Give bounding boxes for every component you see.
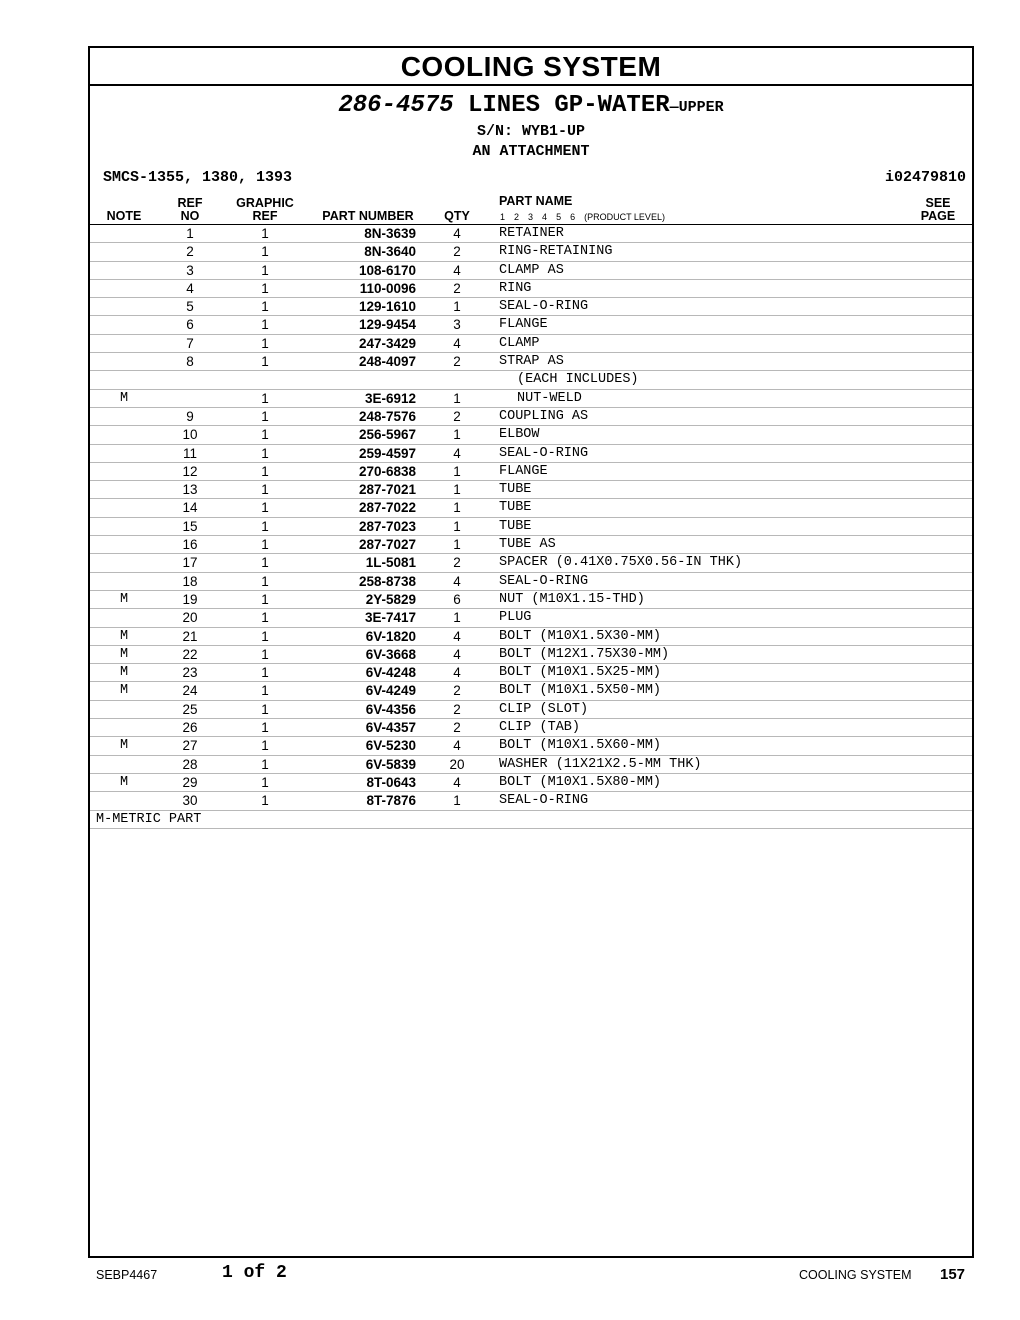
graphic-ref-cell: 1 <box>261 408 269 424</box>
qty-cell: 4 <box>453 646 461 662</box>
qty-cell: 3 <box>453 317 461 333</box>
note-cell: M <box>120 774 129 790</box>
part-name-cell: PLUG <box>499 610 532 626</box>
part-name-cell: STRAP AS <box>499 354 564 370</box>
ref-number-cell: 16 <box>182 537 198 553</box>
graphic-ref-cell: 1 <box>261 390 269 406</box>
qty-cell: 1 <box>453 537 461 553</box>
qty-cell: 6 <box>453 591 461 607</box>
graphic-ref-cell: 1 <box>261 537 269 553</box>
qty-cell: 2 <box>453 555 461 571</box>
qty-cell: 1 <box>453 299 461 315</box>
ref-number-cell: 28 <box>182 756 198 772</box>
group-suffix: —UPPER <box>669 99 724 116</box>
part-name-cell: TUBE <box>499 518 532 534</box>
table-row <box>90 426 972 444</box>
qty-cell: 1 <box>453 793 461 809</box>
note-cell: M <box>120 591 129 607</box>
graphic-ref-cell: 1 <box>261 756 269 772</box>
part-name-cell: BOLT (M10X1.5X60-MM) <box>499 738 662 754</box>
part-name-cell: SEAL-O-RING <box>499 299 589 315</box>
part-number-cell: 247-3429 <box>358 335 416 351</box>
part-number-cell: 6V-1820 <box>365 628 416 644</box>
level-2: 2 <box>514 212 520 222</box>
table-row <box>90 628 972 646</box>
qty-cell: 4 <box>453 738 461 754</box>
attachment-label: AN ATTACHMENT <box>472 143 590 160</box>
graphic-ref-cell: 1 <box>261 445 269 461</box>
qty-cell: 1 <box>453 463 461 479</box>
table-row <box>90 445 972 463</box>
ref-number-cell: 4 <box>186 280 194 296</box>
ref-number-cell: 27 <box>182 738 198 754</box>
graphic-ref-cell: 1 <box>261 573 269 589</box>
graphic-ref-cell: 1 <box>261 555 269 571</box>
table-row <box>90 335 972 353</box>
qty-cell: 1 <box>453 390 461 406</box>
graphic-ref-cell: 1 <box>261 720 269 736</box>
ref-number-cell: 5 <box>186 299 194 315</box>
column-header-part-name: PART NAME <box>499 194 573 208</box>
column-header-graphic-bottom: REF <box>252 209 278 223</box>
column-header-ref-top: REF <box>177 196 203 210</box>
table-row <box>90 609 972 627</box>
table-row <box>90 225 972 243</box>
qty-cell: 2 <box>453 280 461 296</box>
ref-number-cell: 7 <box>186 335 194 351</box>
table-row <box>90 536 972 554</box>
part-number-cell: 3E-6912 <box>364 390 416 406</box>
qty-cell: 1 <box>453 427 461 443</box>
graphic-ref-cell: 1 <box>261 774 269 790</box>
table-row <box>90 591 972 609</box>
part-name-cell: NUT (M10X1.15-THD) <box>499 591 645 607</box>
graphic-ref-cell: 1 <box>261 482 269 498</box>
part-name-cell: ELBOW <box>499 427 540 443</box>
column-header-graphic-top: GRAPHIC <box>236 196 294 210</box>
column-header-ref <box>170 197 210 223</box>
part-name-cell: BOLT (M10X1.5X80-MM) <box>499 774 662 790</box>
part-number-cell: 110-0096 <box>359 280 416 296</box>
group-name: LINES GP-WATER <box>467 92 670 119</box>
ref-number-cell: 23 <box>182 665 198 681</box>
part-number-cell: 248-7576 <box>358 408 416 424</box>
ref-number-cell: 9 <box>186 408 194 424</box>
ref-number-cell: 13 <box>182 482 198 498</box>
column-header-graphic-ref <box>230 197 300 223</box>
part-name-cell: CLIP (TAB) <box>499 720 581 736</box>
ref-number-cell: 1 <box>186 226 194 241</box>
part-number-cell: 259-4597 <box>358 445 416 461</box>
qty-cell: 2 <box>453 701 461 717</box>
table-row <box>90 499 972 517</box>
graphic-ref-cell: 1 <box>261 518 269 534</box>
part-name-cell: BOLT (M10X1.5X30-MM) <box>499 628 662 644</box>
part-name-cell: RETAINER <box>499 226 564 241</box>
part-name-cell: SEAL-O-RING <box>499 793 589 809</box>
graphic-ref-cell: 1 <box>261 646 269 662</box>
table-row <box>90 243 972 261</box>
graphic-ref-cell: 1 <box>261 226 269 241</box>
table-row <box>90 719 972 737</box>
table-row <box>90 371 972 389</box>
qty-cell: 1 <box>453 518 461 534</box>
table-row <box>90 682 972 700</box>
qty-cell: 1 <box>453 610 461 626</box>
qty-cell: 4 <box>453 665 461 681</box>
part-number-cell: 6V-4356 <box>365 701 416 717</box>
ref-number-cell: 30 <box>182 793 198 809</box>
table-row <box>90 463 972 481</box>
part-name-cell: NUT-WELD <box>517 390 582 406</box>
parts-page-frame <box>88 46 974 1258</box>
table-row <box>90 792 972 810</box>
part-number-cell: 2Y-5829 <box>365 591 416 607</box>
ref-number-cell: 19 <box>182 591 198 607</box>
column-header-part-number: PART NUMBER <box>322 209 414 223</box>
part-name-cell: COUPLING AS <box>499 408 589 424</box>
graphic-ref-cell: 1 <box>261 280 269 296</box>
graphic-ref-cell: 1 <box>261 335 269 351</box>
note-cell: M <box>120 646 129 662</box>
metric-footnote: M-METRIC PART <box>96 811 202 827</box>
ref-number-cell: 15 <box>182 518 198 534</box>
part-number-cell: 129-1610 <box>358 299 416 315</box>
part-number-cell: 6V-4249 <box>365 683 416 699</box>
part-number-cell: 1L-5081 <box>365 555 416 571</box>
graphic-ref-cell: 1 <box>261 500 269 516</box>
column-header-see-bottom: PAGE <box>920 209 956 223</box>
ref-number-cell: 26 <box>182 720 198 736</box>
ref-number-cell: 21 <box>182 628 198 644</box>
ref-number-cell: 20 <box>182 610 198 626</box>
table-row <box>90 408 972 426</box>
part-number-cell: 270-6838 <box>358 463 416 479</box>
column-header-see-top: SEE <box>925 196 951 210</box>
footer-page-of: 1 of 2 <box>222 1263 287 1283</box>
ref-number-cell: 2 <box>186 244 194 260</box>
product-level-scale <box>500 212 674 222</box>
part-number-cell: 287-7022 <box>358 500 416 516</box>
part-number-cell: 129-9454 <box>358 317 416 333</box>
graphic-ref-cell: 1 <box>261 628 269 644</box>
part-name-cell: SEAL-O-RING <box>499 573 589 589</box>
footnote-row <box>90 811 972 829</box>
part-name-cell: TUBE <box>499 500 532 516</box>
qty-cell: 1 <box>453 482 461 498</box>
graphic-ref-cell: 1 <box>261 463 269 479</box>
graphic-ref-cell: 1 <box>261 683 269 699</box>
column-header-note: NOTE <box>106 209 142 223</box>
part-number-cell: 287-7023 <box>358 518 416 534</box>
note-cell: M <box>120 738 129 754</box>
note-cell: M <box>120 628 129 644</box>
ref-number-cell: 11 <box>182 445 197 461</box>
part-number-cell: 287-7027 <box>358 537 416 553</box>
smcs-codes: SMCS-1355, 1380, 1393 <box>103 169 293 186</box>
note-cell: M <box>120 390 129 406</box>
part-name-cell: BOLT (M10X1.5X25-MM) <box>499 665 662 681</box>
graphic-ref-cell: 1 <box>261 591 269 607</box>
footer-section: COOLING SYSTEM <box>799 1268 912 1282</box>
ref-number-cell: 10 <box>182 427 198 443</box>
ref-number-cell: 25 <box>182 701 198 717</box>
table-row <box>90 390 972 408</box>
qty-cell: 20 <box>449 756 465 772</box>
column-header-ref-bottom: NO <box>180 209 200 223</box>
part-name-cell: TUBE AS <box>499 537 556 553</box>
ref-number-cell: 3 <box>186 262 194 278</box>
qty-cell: 2 <box>453 354 461 370</box>
column-header-qty: QTY <box>444 209 470 223</box>
level-label: (PRODUCT LEVEL) <box>584 212 665 222</box>
ref-number-cell: 17 <box>182 555 198 571</box>
group-title <box>90 92 972 122</box>
qty-cell: 4 <box>453 445 461 461</box>
footer-doc-id: SEBP4467 <box>96 1268 158 1282</box>
parts-table <box>90 225 972 829</box>
part-number-cell: 8T-7876 <box>366 793 416 809</box>
table-row <box>90 518 972 536</box>
ref-number-cell: 22 <box>182 646 198 662</box>
level-4: 4 <box>542 212 548 222</box>
part-number-cell: 248-4097 <box>358 354 416 370</box>
part-number-cell: 8T-0643 <box>366 774 416 790</box>
qty-cell: 2 <box>453 683 461 699</box>
table-row <box>90 316 972 334</box>
graphic-ref-cell: 1 <box>261 793 269 809</box>
qty-cell: 1 <box>453 500 461 516</box>
part-name-cell: CLIP (SLOT) <box>499 701 589 717</box>
part-number-cell: 108-6170 <box>358 262 416 278</box>
table-row <box>90 756 972 774</box>
qty-cell: 4 <box>453 573 461 589</box>
graphic-ref-cell: 1 <box>261 665 269 681</box>
part-name-cell: CLAMP <box>499 335 540 351</box>
table-row <box>90 701 972 719</box>
part-number-cell: 8N-3640 <box>364 244 416 260</box>
column-header-see-page <box>916 197 960 223</box>
illustration-id: i02479810 <box>884 169 966 186</box>
ref-number-cell: 18 <box>182 573 198 589</box>
part-name-cell: WASHER (11X21X2.5-MM THK) <box>499 756 702 772</box>
qty-cell: 4 <box>453 226 461 241</box>
ref-number-cell: 8 <box>186 354 194 370</box>
ref-number-cell: 12 <box>182 463 198 479</box>
page-title: COOLING SYSTEM <box>400 51 662 82</box>
ref-number-cell: 14 <box>182 500 198 516</box>
graphic-ref-cell: 1 <box>261 610 269 626</box>
footer-page-number: 157 <box>940 1266 966 1283</box>
part-number-cell: 8N-3639 <box>364 226 416 241</box>
table-row <box>90 573 972 591</box>
part-number-cell: 256-5967 <box>358 427 416 443</box>
part-name-cell: SPACER (0.41X0.75X0.56-IN THK) <box>499 555 743 571</box>
qty-cell: 4 <box>453 774 461 790</box>
qty-cell: 4 <box>453 335 461 351</box>
level-6: 6 <box>570 212 576 222</box>
part-name-cell: FLANGE <box>499 317 548 333</box>
ref-number-cell: 24 <box>182 683 198 699</box>
part-number-cell: 287-7021 <box>358 482 416 498</box>
part-name-cell: CLAMP AS <box>499 262 564 278</box>
group-part-number: 286-4575 <box>338 92 454 119</box>
part-name-cell: TUBE <box>499 482 532 498</box>
graphic-ref-cell: 1 <box>261 354 269 370</box>
ref-number-cell: 6 <box>186 317 194 333</box>
graphic-ref-cell: 1 <box>261 317 269 333</box>
part-name-cell: RING <box>499 280 532 296</box>
serial-number: S/N: WYB1-UP <box>476 123 586 140</box>
part-number-cell: 258-8738 <box>358 573 416 589</box>
part-name-cell: (EACH INCLUDES) <box>517 372 639 388</box>
table-row <box>90 481 972 499</box>
part-number-cell: 6V-5230 <box>365 738 416 754</box>
part-number-cell: 6V-4357 <box>365 720 416 736</box>
part-number-cell: 3E-7417 <box>364 610 416 626</box>
table-row <box>90 262 972 280</box>
level-3: 3 <box>528 212 534 222</box>
part-number-cell: 6V-3668 <box>365 646 416 662</box>
graphic-ref-cell: 1 <box>261 244 269 260</box>
level-5: 5 <box>556 212 562 222</box>
table-row <box>90 280 972 298</box>
part-name-cell: SEAL-O-RING <box>499 445 589 461</box>
table-row <box>90 737 972 755</box>
graphic-ref-cell: 1 <box>261 262 269 278</box>
part-number-cell: 6V-4248 <box>365 665 416 681</box>
qty-cell: 4 <box>453 628 461 644</box>
graphic-ref-cell: 1 <box>261 738 269 754</box>
table-row <box>90 774 972 792</box>
ref-number-cell: 29 <box>182 774 198 790</box>
table-row <box>90 646 972 664</box>
qty-cell: 2 <box>453 244 461 260</box>
graphic-ref-cell: 1 <box>261 427 269 443</box>
level-1: 1 <box>500 212 506 222</box>
table-row <box>90 298 972 316</box>
qty-cell: 2 <box>453 720 461 736</box>
title-band <box>90 48 972 86</box>
part-name-cell: RING-RETAINING <box>499 244 613 260</box>
qty-cell: 2 <box>453 408 461 424</box>
note-cell: M <box>120 665 129 681</box>
table-row <box>90 554 972 572</box>
qty-cell: 4 <box>453 262 461 278</box>
part-name-cell: BOLT (M12X1.75X30-MM) <box>499 646 670 662</box>
table-row <box>90 353 972 371</box>
part-name-cell: FLANGE <box>499 463 548 479</box>
graphic-ref-cell: 1 <box>261 701 269 717</box>
note-cell: M <box>120 683 129 699</box>
graphic-ref-cell: 1 <box>261 299 269 315</box>
part-name-cell: BOLT (M10X1.5X50-MM) <box>499 683 662 699</box>
part-number-cell: 6V-5839 <box>365 756 416 772</box>
table-row <box>90 664 972 682</box>
